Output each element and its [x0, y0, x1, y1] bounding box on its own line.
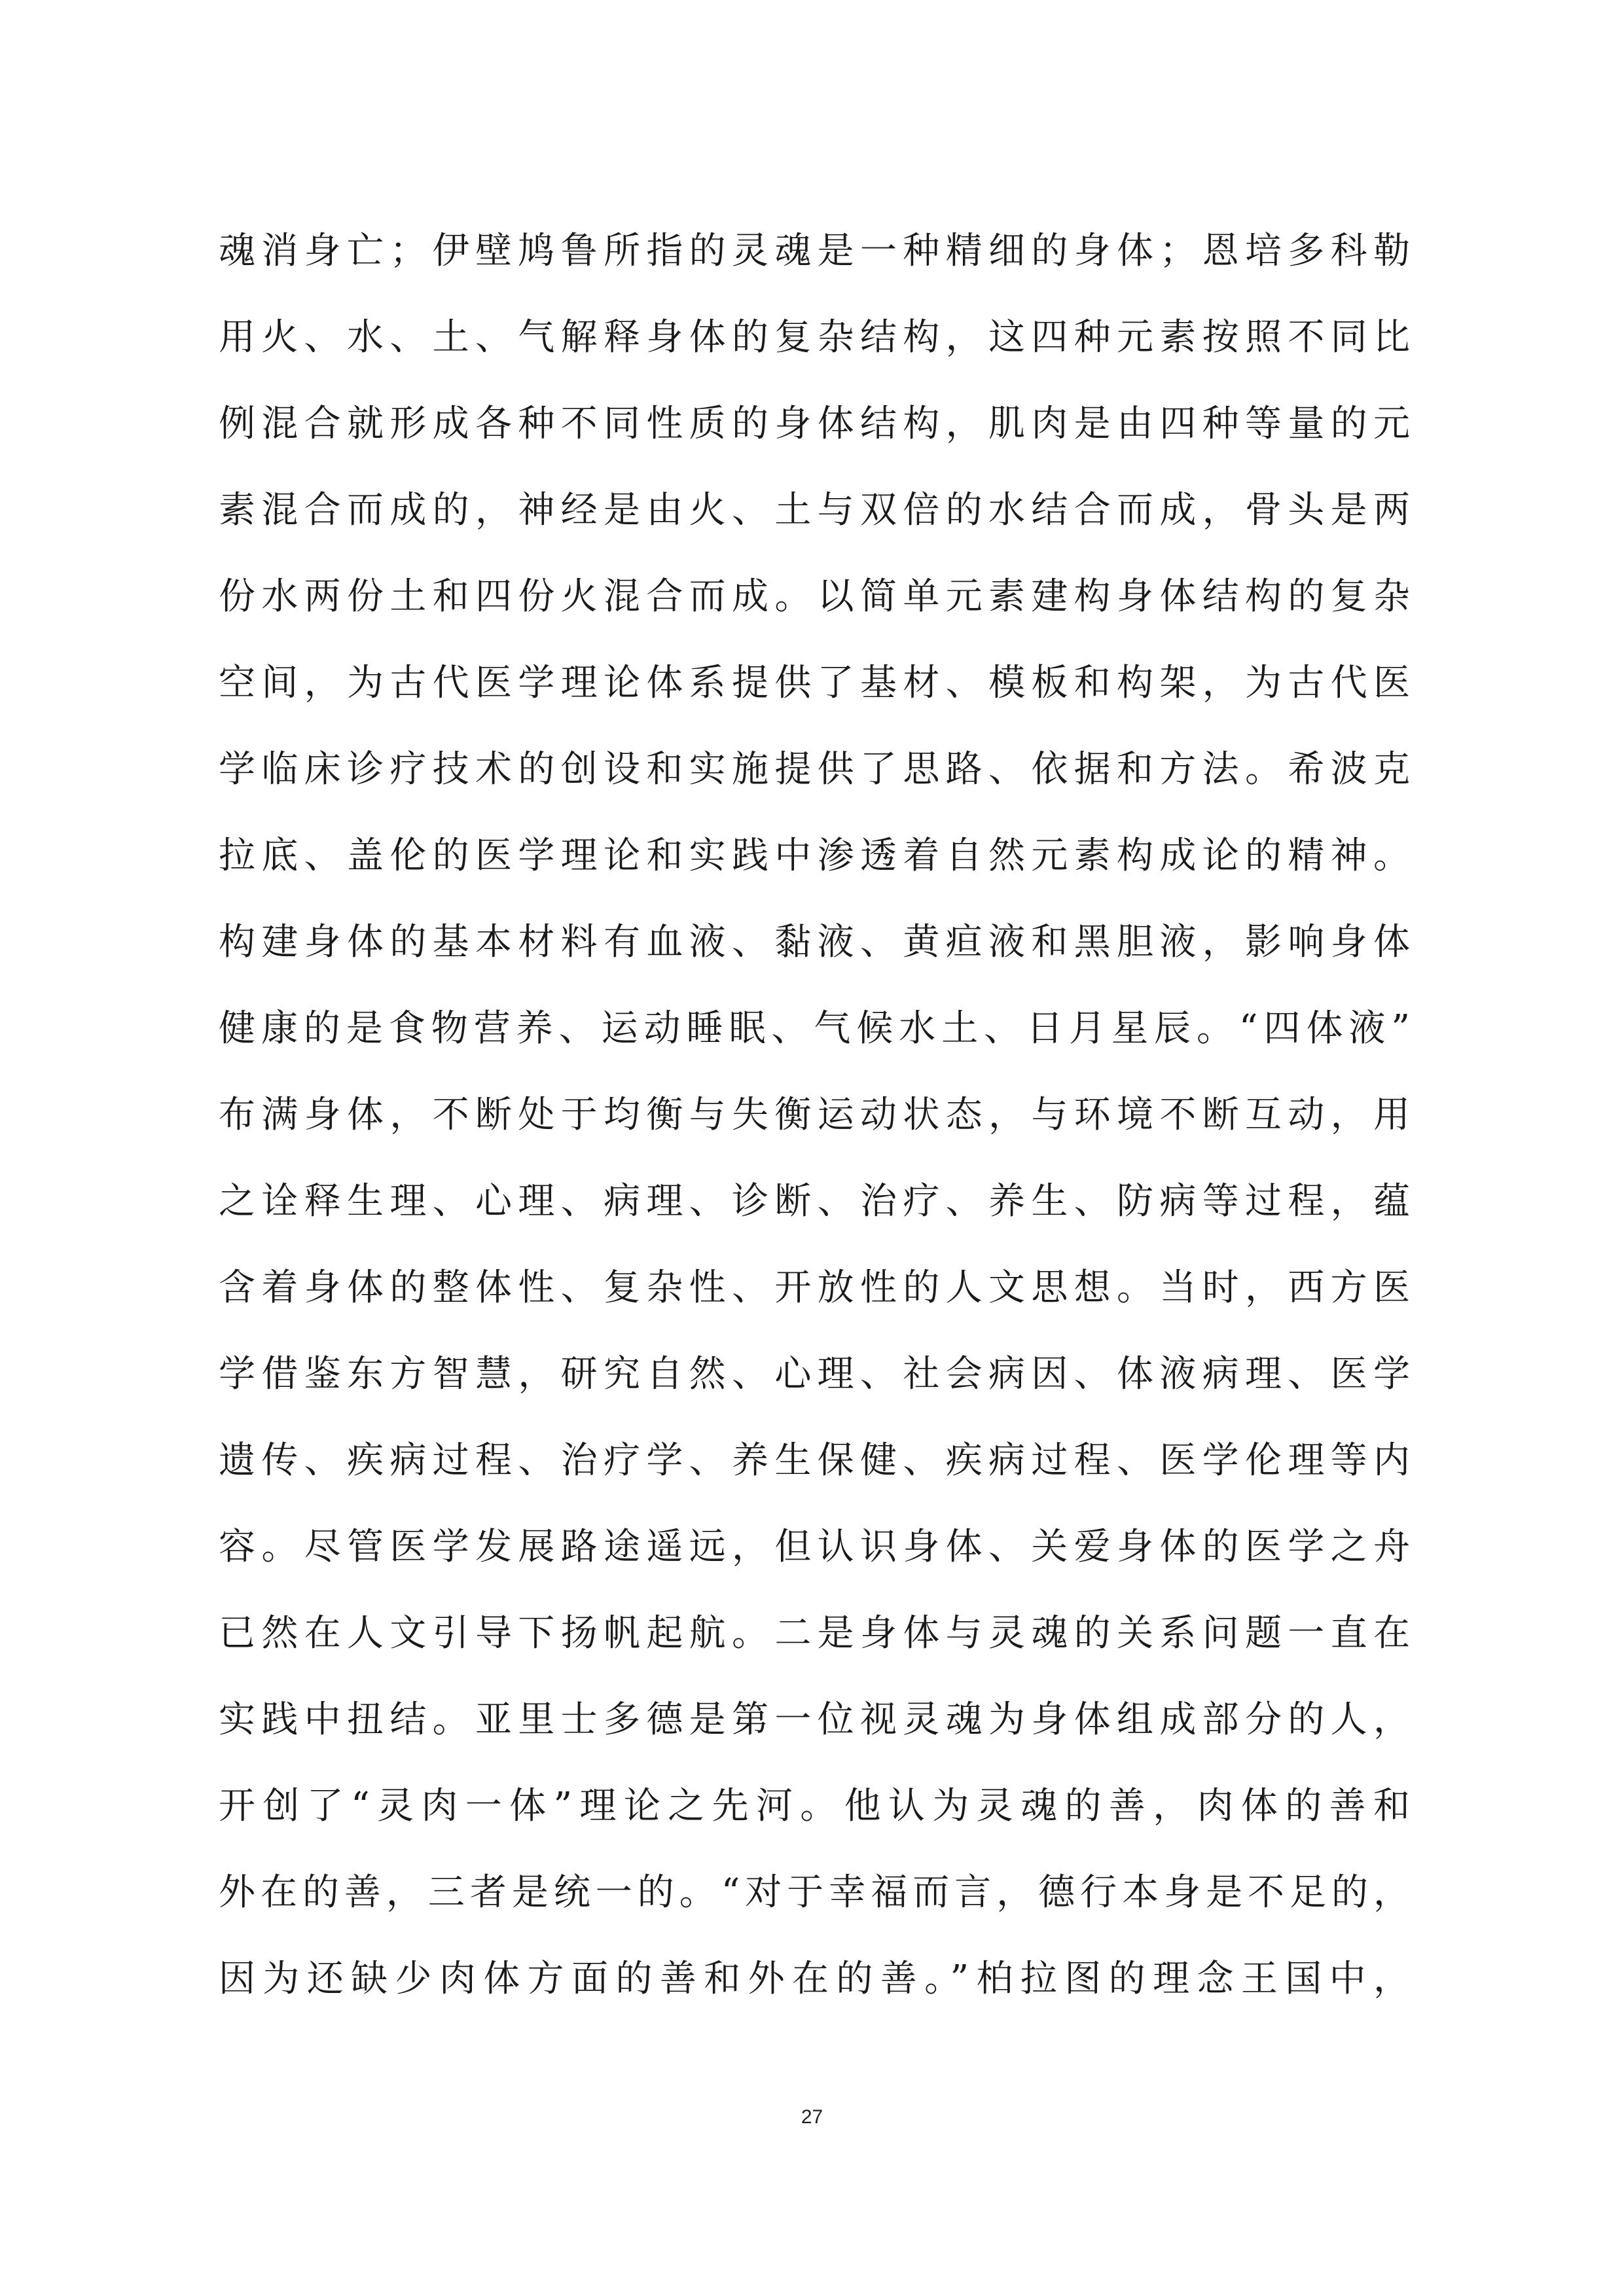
body-line: 含着身体的整体性、复杂性、开放性的人文思想。当时，西方医 — [219, 1266, 1410, 1309]
body-line: 健康的是食物营养、运动睡眠、气候水土、日月星辰。“四体液” — [219, 1007, 1410, 1050]
body-line: 已然在人文引导下扬帆起航。二是身体与灵魂的关系问题一直在 — [219, 1612, 1410, 1655]
body-line: 份水两份土和四份火混合而成。以简单元素建构身体结构的复杂 — [219, 575, 1410, 618]
body-line: 素混合而成的，神经是由火、土与双倍的水结合而成，骨头是两 — [219, 489, 1410, 531]
body-line: 遗传、疾病过程、治疗学、养生保健、疾病过程、医学伦理等内 — [219, 1439, 1410, 1482]
body-line: 开创了“灵肉一体”理论之先河。他认为灵魂的善，肉体的善和 — [219, 1785, 1410, 1827]
body-line: 学临床诊疗技术的创设和实施提供了思路、依据和方法。希波克 — [219, 748, 1410, 791]
body-line: 例混合就形成各种不同性质的身体结构，肌肉是由四种等量的元 — [219, 403, 1410, 445]
body-line: 容。尽管医学发展路途遥远，但认识身体、关爱身体的医学之舟 — [219, 1526, 1410, 1568]
body-line: 布满身体，不断处于均衡与失衡运动状态，与环境不断互动，用 — [219, 1094, 1410, 1136]
body-line: 实践中扭结。亚里士多德是第一位视灵魂为身体组成部分的人， — [219, 1698, 1410, 1741]
body-line: 空间，为古代医学理论体系提供了基材、模板和构架，为古代医 — [219, 662, 1410, 704]
page-number: 27 — [801, 2106, 823, 2128]
body-line: 外在的善，三者是统一的。“对于幸福而言，德行本身是不足的， — [219, 1871, 1410, 1914]
body-line: 魂消身亡；伊壁鸠鲁所指的灵魂是一种精细的身体；恩培多科勒 — [219, 230, 1410, 272]
body-text — [219, 208, 1410, 2022]
body-line: 用火、水、土、气解释身体的复杂结构，这四种元素按照不同比 — [219, 316, 1410, 359]
body-line: 因为还缺少肉体方面的善和外在的善。”柏拉图的理念王国中， — [219, 1958, 1410, 2000]
body-line: 构建身体的基本材料有血液、黏液、黄疸液和黑胆液，影响身体 — [219, 921, 1410, 963]
body-line: 学借鉴东方智慧，研究自然、心理、社会病因、体液病理、医学 — [219, 1353, 1410, 1395]
body-line: 之诠释生理、心理、病理、诊断、治疗、养生、防病等过程，蕴 — [219, 1180, 1410, 1223]
body-line: 拉底、盖伦的医学理论和实践中渗透着自然元素构成论的精神。 — [219, 834, 1410, 877]
